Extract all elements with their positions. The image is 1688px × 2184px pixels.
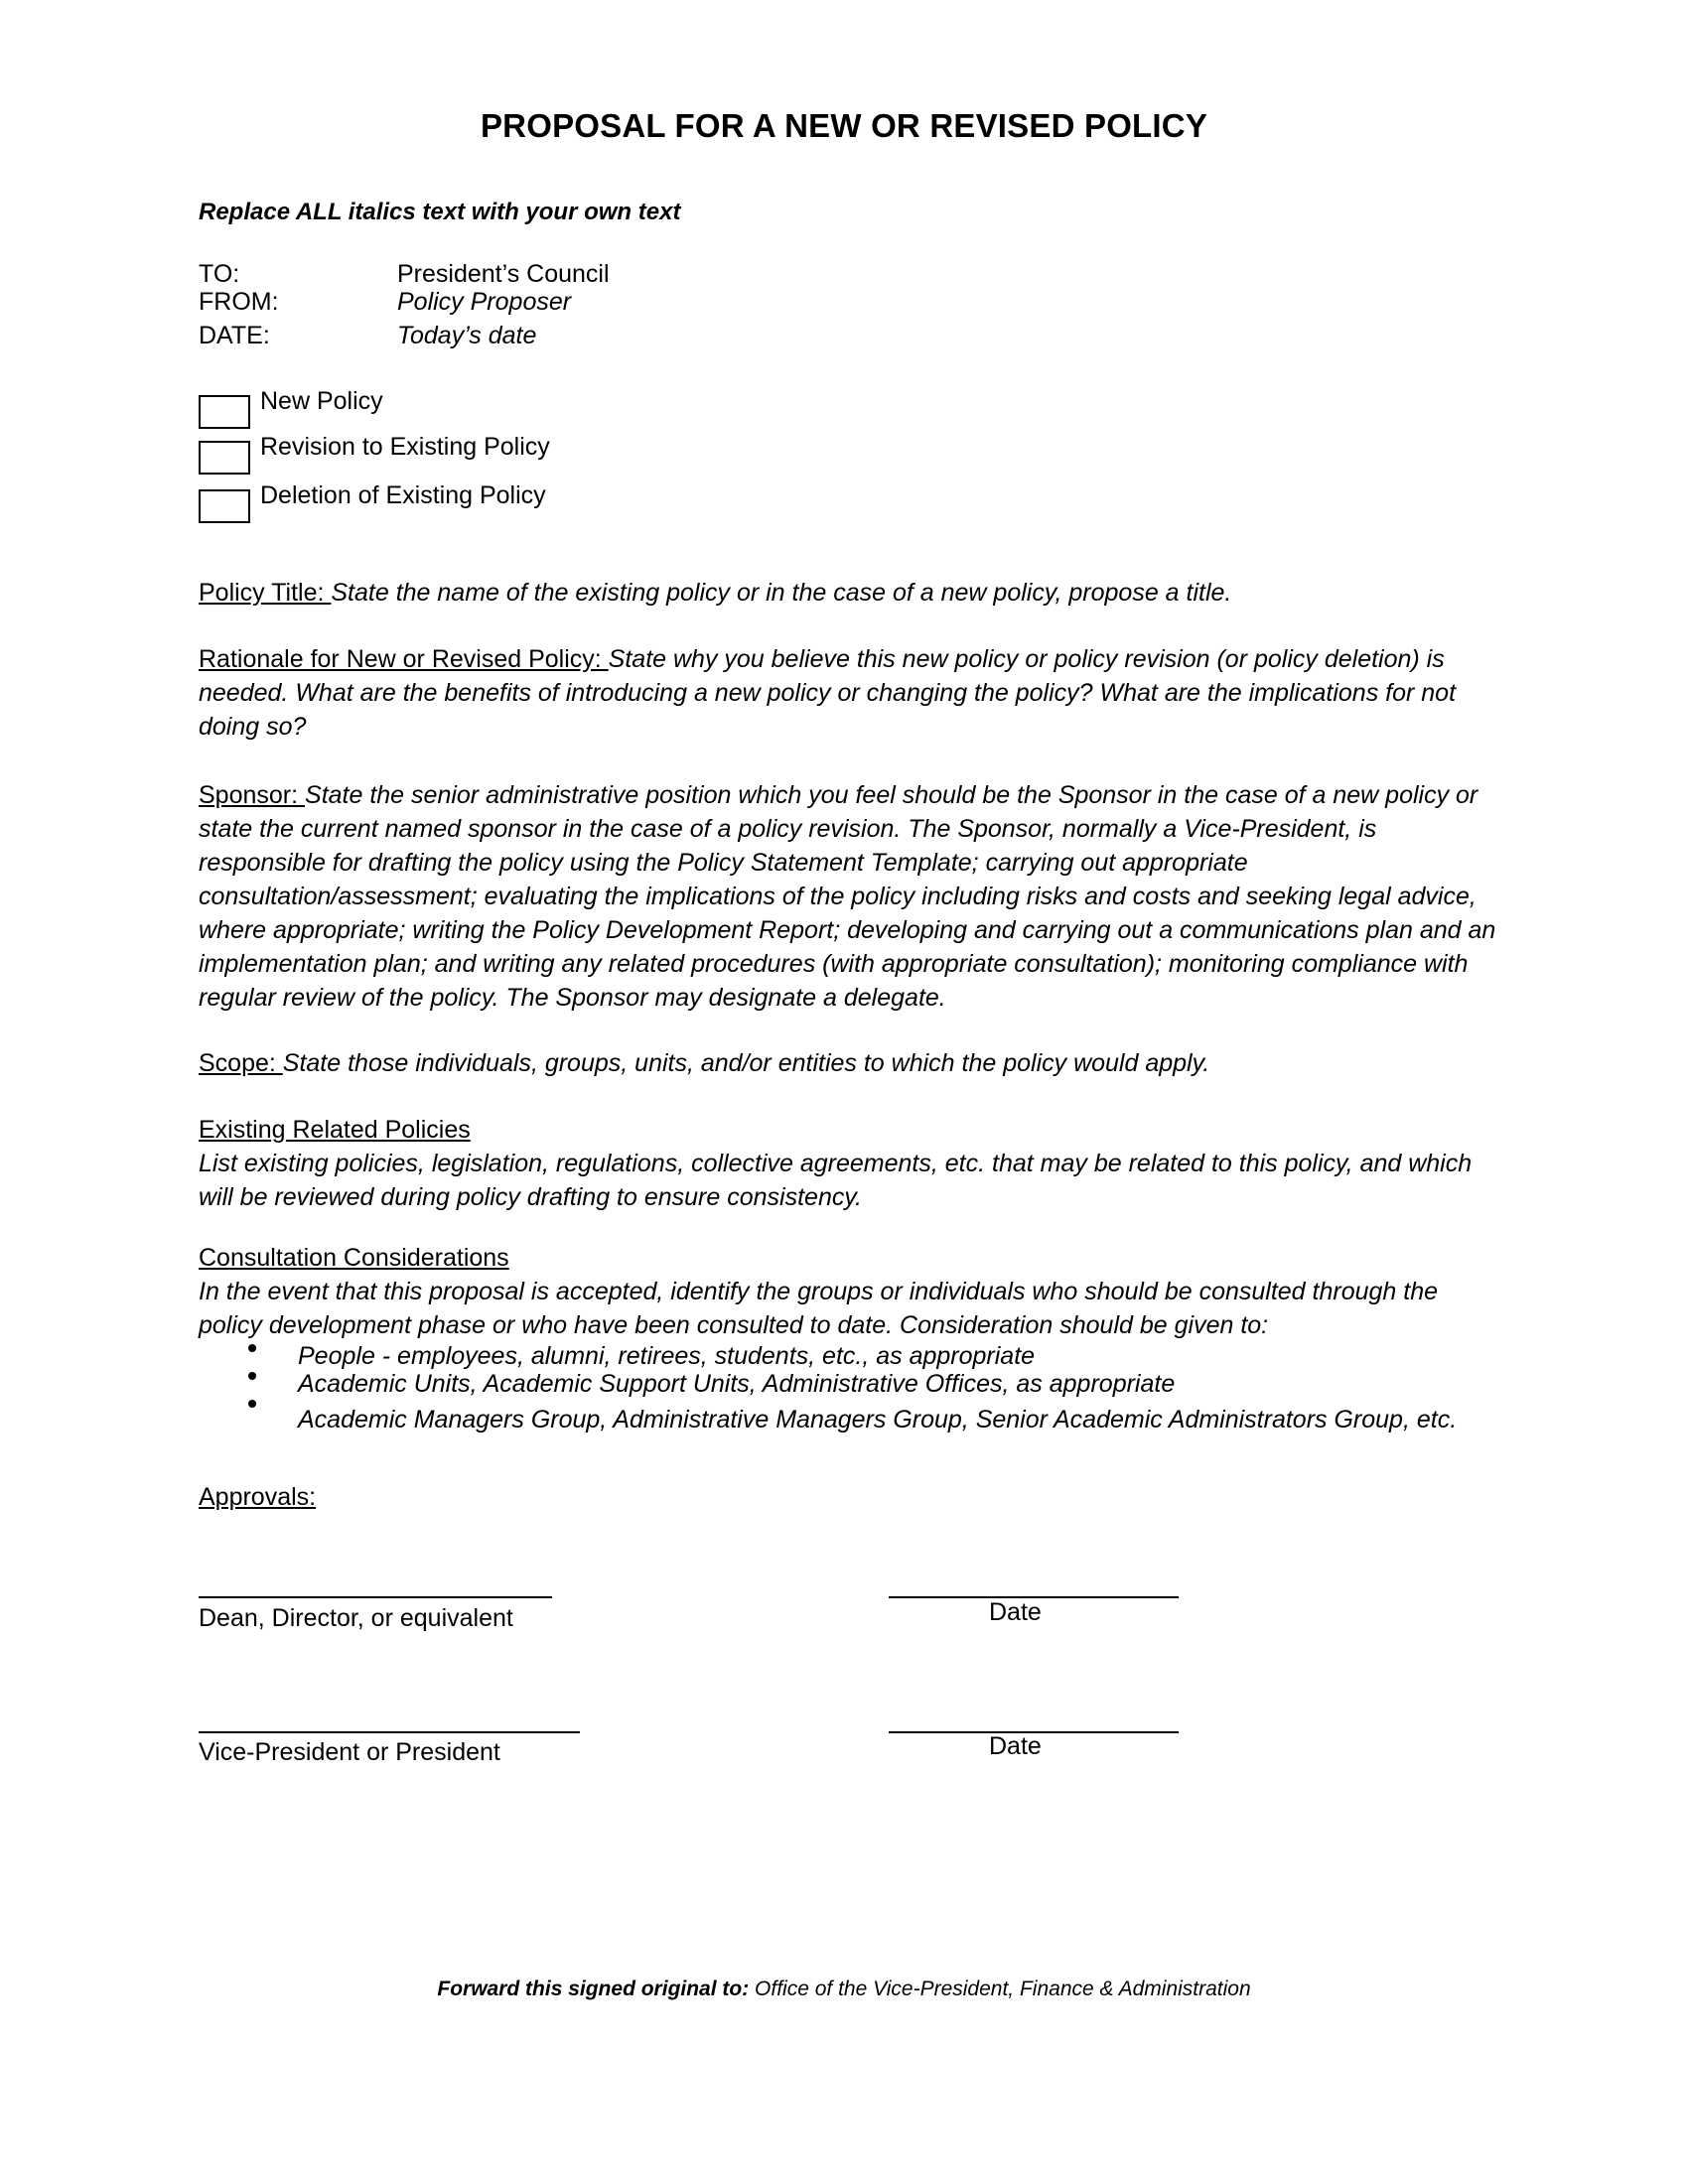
scope-section bbox=[199, 1046, 1499, 1080]
memo-date-row bbox=[199, 322, 536, 350]
bullet-dot bbox=[248, 1344, 256, 1352]
revision-label: Revision to Existing Policy bbox=[260, 433, 550, 461]
deletion-checkbox[interactable] bbox=[199, 489, 250, 523]
related-policies-text: List existing policies, legislation, regulations, collective agreements, etc. that may be related to this policy, and which will be reviewed during policy drafting to ensure consistency. bbox=[199, 1150, 1473, 1211]
consultation-text: In the event that this proposal is accepted, identify the groups or individuals who should be consulted through the policy development phase or who have been consulted to date. Consideration should be given to: bbox=[199, 1278, 1439, 1339]
consultation-bullet-item: People - employees, alumni, retirees, students, etc., as appropriate bbox=[298, 1342, 1036, 1370]
revision-checkbox[interactable] bbox=[199, 441, 250, 475]
related-policies-section bbox=[199, 1113, 1499, 1214]
forwarding-note bbox=[0, 1978, 1688, 2001]
revision-option bbox=[199, 433, 550, 475]
signer-2-caption: Vice-President or President bbox=[199, 1738, 500, 1766]
sponsor-section bbox=[199, 778, 1499, 1015]
date-caption-1: Date bbox=[989, 1598, 1042, 1626]
memo-to-row bbox=[199, 260, 610, 289]
consultation-heading: Consultation Considerations bbox=[199, 1244, 509, 1272]
new-policy-option bbox=[199, 387, 383, 429]
rationale-heading: Rationale for New or Revised Policy: bbox=[199, 645, 609, 673]
policy-title-section bbox=[199, 576, 1499, 610]
memo-to-value: President’s Council bbox=[397, 260, 610, 288]
instruction-note: Replace ALL italics text with your own text bbox=[199, 199, 681, 225]
forwarding-note-label: Forward this signed original to: bbox=[437, 1978, 750, 2000]
deletion-label: Deletion of Existing Policy bbox=[260, 481, 546, 509]
signature-line-2[interactable] bbox=[199, 1731, 580, 1733]
new-policy-label: New Policy bbox=[260, 387, 383, 415]
scope-text: State those individuals, groups, units, and/or entities to which the policy would apply. bbox=[282, 1049, 1210, 1077]
sponsor-heading: Sponsor: bbox=[199, 781, 306, 809]
scope-heading: Scope: bbox=[199, 1049, 283, 1077]
consultation-bullet-item: Academic Managers Group, Administrative Managers Group, Senior Academic Administrators Group, etc. bbox=[298, 1406, 1458, 1433]
approvals-heading: Approvals: bbox=[199, 1483, 317, 1511]
memo-date-label: DATE: bbox=[199, 322, 270, 349]
forwarding-note-text: Office of the Vice-President, Finance & Administration bbox=[749, 1978, 1251, 2000]
new-policy-checkbox[interactable] bbox=[199, 395, 250, 429]
policy-title-heading: Policy Title: bbox=[199, 579, 332, 607]
document-title: PROPOSAL FOR A NEW OR REVISED POLICY bbox=[480, 107, 1208, 144]
date-caption-2: Date bbox=[989, 1732, 1042, 1760]
memo-from-label: FROM: bbox=[199, 288, 279, 316]
signature-line-1[interactable] bbox=[199, 1596, 552, 1598]
memo-to-label: TO: bbox=[199, 260, 240, 288]
consultation-section bbox=[199, 1241, 1499, 1342]
bullet-dot bbox=[248, 1400, 256, 1408]
consultation-bullet-item: Academic Units, Academic Support Units, Administrative Offices, as appropriate bbox=[298, 1370, 1176, 1398]
sponsor-text: State the senior administrative position which you feel should be the Sponsor in the case of a new policy or state the current named sponsor in the case of a policy revision. The Sponsor, normally a Vice-President, is responsible for drafting the policy using the Policy Statement Template; carrying out appropriate consultation/assessment; evaluating the implications of the policy including risks and costs and seeking legal advice, where appropriate; writing the Policy Development Report; developing and carrying out a communications plan and an implementation plan; and writing any related procedures (with appropriate consultation); monitoring compliance with regular review of the policy. The Sponsor may designate a delegate. bbox=[199, 781, 1496, 1012]
memo-from-row bbox=[199, 288, 571, 317]
rationale-section bbox=[199, 642, 1499, 744]
signer-1-caption: Dean, Director, or equivalent bbox=[199, 1604, 513, 1632]
memo-from-value: Policy Proposer bbox=[397, 288, 572, 316]
consultation-bullet-list bbox=[199, 1340, 1499, 1449]
approvals-section bbox=[199, 1480, 1499, 1514]
rationale-text: State why you believe this new policy or policy revision (or policy deletion) is needed. What are the benefits of introducing a new policy or changing the policy? What are the implications for not doing so? bbox=[199, 645, 1457, 741]
memo-date-value: Today’s date bbox=[397, 322, 537, 349]
deletion-option bbox=[199, 481, 546, 523]
bullet-dot bbox=[248, 1372, 256, 1380]
policy-title-text: State the name of the existing policy or in the case of a new policy, propose a title. bbox=[331, 579, 1232, 607]
related-policies-heading: Existing Related Policies bbox=[199, 1116, 471, 1144]
